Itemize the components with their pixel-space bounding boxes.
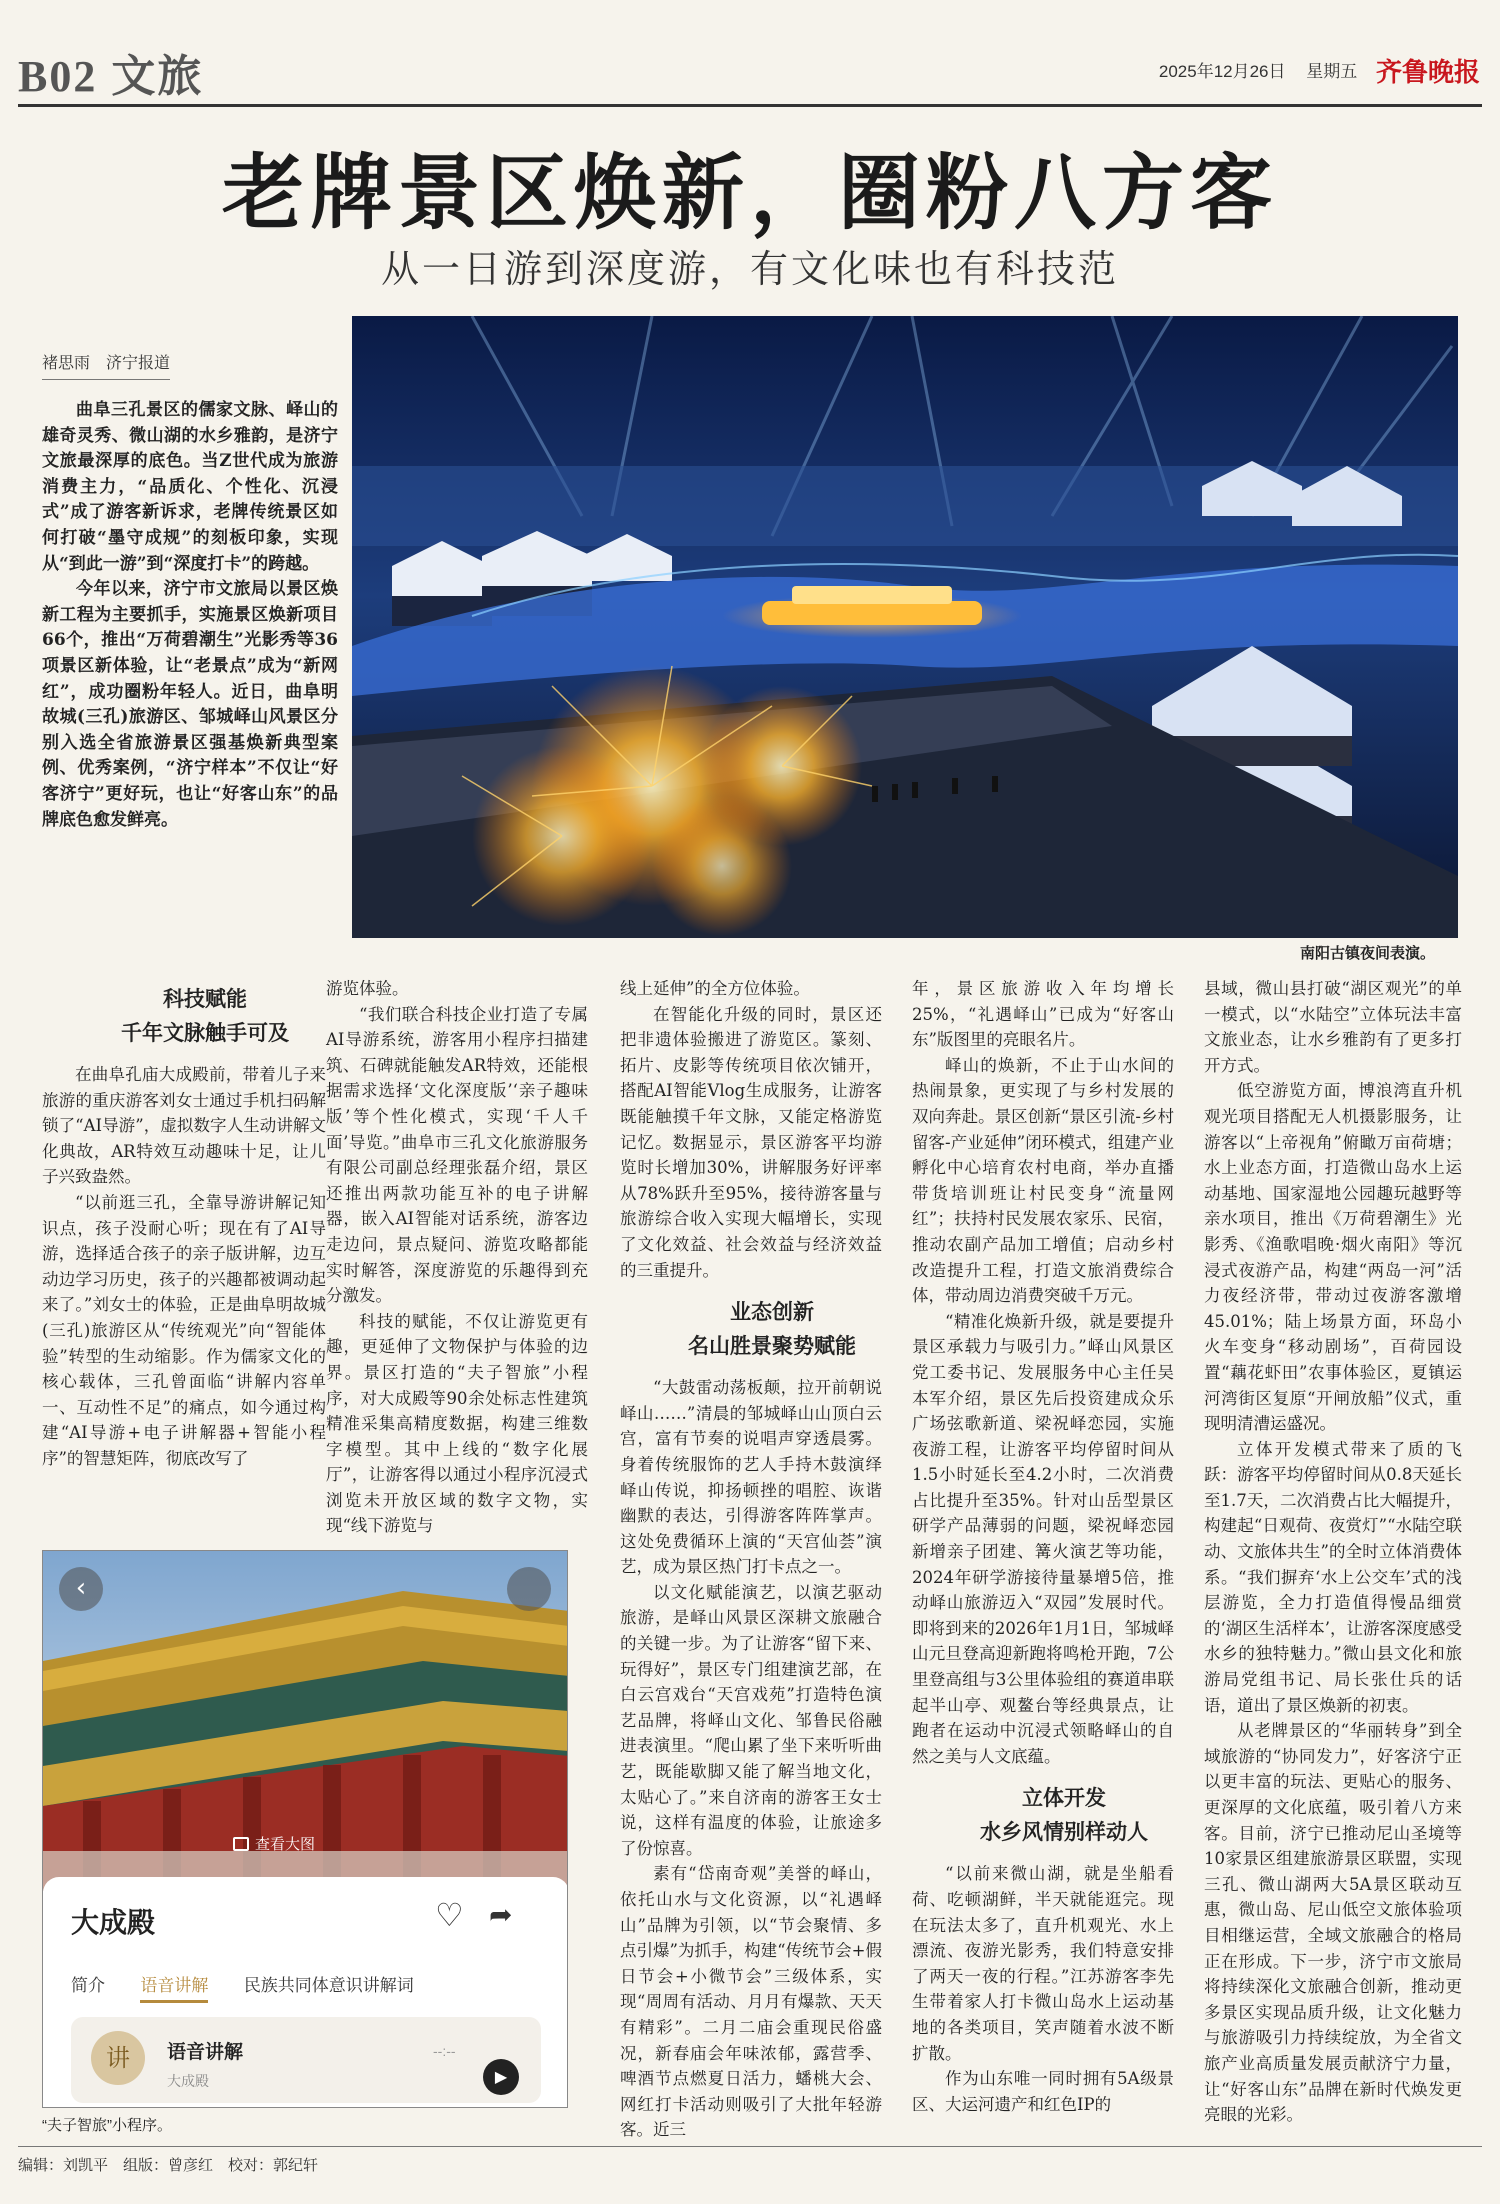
- column-3: [620, 976, 882, 2143]
- paragraph: 县域，微山县打破“湖区观光”的单一模式，以“水陆空”立体玩法丰富文旅业态，让水乡雅韵有了更多打开方式。: [1204, 979, 1462, 1075]
- night-festival-illustration: [352, 316, 1458, 938]
- issue-date: 2025年12月26日: [1158, 62, 1286, 81]
- section-subhead-2: 名山胜景聚势赋能: [688, 1334, 856, 1359]
- paragraph: 在曲阜孔庙大成殿前，带着儿子来旅游的重庆游客刘女士通过手机扫码解锁了“AI导游”，虚拟数字人生动讲解文化典故，AR特效互动趣味十足，让儿子兴致盎然。: [42, 1065, 326, 1187]
- column-2: [326, 976, 588, 1539]
- mini-program-screenshot: [42, 1550, 568, 2108]
- paragraph: 科技的赋能，不仅让游览更有趣，更延伸了文物保护与体验的边界。景区打造的“夫子智旅”小程序，对大成殿等90余处标志性建筑精准采集高精度数据，构建三维数字模型。其中上线的“数字化展厅”，让游客得以通过小程序沉浸式浏览未开放区域的数字文物，实现“线下游览与: [326, 1311, 588, 1536]
- section-subhead: 科技赋能: [163, 987, 247, 1011]
- tab-bar: [71, 1971, 444, 2003]
- paper-logo: 齐鲁晚报: [1375, 58, 1480, 88]
- audio-card-subtitle: 大成殿: [167, 2073, 209, 2089]
- heart-icon[interactable]: ♡: [435, 1896, 464, 1934]
- paragraph: 素有“岱南奇观”美誉的峄山，依托山水与文化资源，以“礼遇峄山”品牌为引领，以“节会聚情、多点引爆”为抓手，构建“传统节会+假日节会+小微节会”三级体系，实现“周周有活动、月月有爆款、天天有精彩”。二月二庙会重现民俗盛况，新春庙会年味浓郁，露营季、啤酒节点燃夏日活力，蟠桃大会、网红打卡活动则吸引了大批年轻游客。近三: [620, 1864, 882, 2140]
- paragraph: 年，景区旅游收入年均增长25%，“礼遇峄山”已成为“好客山东”版图里的亮眼名片。: [912, 979, 1174, 1050]
- headline: 老牌景区焕新，圈粉八方客: [221, 145, 1278, 241]
- play-button[interactable]: ▶: [483, 2059, 519, 2095]
- column-5: [1204, 976, 1462, 2128]
- paragraph: 线上延伸”的全方位体验。: [620, 979, 810, 998]
- paragraph: 从老牌景区的“华丽转身”到全域旅游的“协同发力”，好客济宁正以更丰富的玩法、更贴心的服务、更深厚的文化底蕴，吸引着八方来客。目前，济宁已推动尼山圣境等10家景区组建旅游景区联盟，实现三孔、微山湖两大5A景区联动互惠，微山岛、尼山低空文旅体验项目相继运营，全域文旅融合的格局正在形成。下一步，济宁市文旅局将持续深化文旅融合创新，推动更多景区实现品质升级，让文化魅力与旅游吸引力持续绽放，为全省文旅产业高质量发展贡献济宁力量，让“好客山东”品牌在新时代焕发更亮眼的光彩。: [1204, 1721, 1462, 2125]
- paragraph: 以文化赋能演艺，以演艺驱动旅游，是峄山风景区深耕文旅融合的关键一步。为了让游客“留下来、玩得好”，景区专门组建演艺部，在白云宫戏台“天宫戏苑”打造特色演艺品牌，将峄山文化、邹鲁民俗融进表演里。“爬山累了坐下来听听曲艺，既能歇脚又能了解当地文化，太贴心了。”来自济南的游客王女士说，这样有温度的体验，让旅途多了份惊喜。: [620, 1582, 882, 1858]
- audio-badge: 讲: [91, 2031, 145, 2085]
- options-button[interactable]: [507, 1567, 551, 1611]
- footer-credits: 编辑：刘凯平 组版：曾彦红 校对：郭纪轩: [18, 2157, 319, 2174]
- paragraph: “我们联合科技企业打造了专属AI导游系统，游客用小程序扫描建筑、石碑就能触发AR特效，还能根据需求选择‘文化深度版’‘亲子趣味版’等个性化模式，实现‘千人千面’导览。”曲阜市三孔文化旅游服务有限公司副总经理张磊介绍，景区还推出两款功能互补的电子讲解器，嵌入AI智能对话系统，游客边走边问，景点疑问、游览攻略都能实时解答，深度游览的乐趣得到充分激发。: [326, 1004, 588, 1306]
- issue-weekday: 星期五: [1306, 62, 1358, 81]
- paragraph: 在智能化升级的同时，景区还把非遗体验搬进了游览区。篆刻、拓片、皮影等传统项目依次铺开，搭配AI智能Vlog生成服务，让游客既能触摸千年文脉，又能定格游览记忆。数据显示，景区游客平均游览时长增加30%，讲解服务好评率从78%跃升至95%，接待游客量与旅游综合收入实现大幅增长，实现了文化效益、社会效益与经济效益的三重提升。: [620, 1004, 882, 1280]
- paragraph: “以前逛三孔，全靠导游讲解记知识点，孩子没耐心听；现在有了AI导游，选择适合孩子的亲子版讲解，边互动边学习历史，孩子的兴趣都被调动起来了。”刘女士的体验，正是曲阜明故城(三孔)旅游区从“传统观光”向“智能体验”转型的生动缩影。作为儒家文化的核心载体，三孔曾面临“讲解内容单一、互动性不足”的痛点，如今通过构建“AI导游+电子讲解器+智能小程序”的智慧矩阵，彻底改写了: [42, 1192, 326, 1468]
- paragraph: 低空游览方面，博浪湾直升机观光项目搭配无人机摄影服务，让游客以“上帝视角”俯瞰万亩荷塘；水上业态方面，打造微山岛水上运动基地、国家湿地公园趣玩越野等亲水项目，推出《万荷碧潮生》光影秀、《渔歌唱晚·烟火南阳》等沉浸式夜游产品，构建“两岛一河”活力夜经济带，带动过夜游客激增45.01%；陆上场景方面，环岛小火车变身“移动剧场”，百荷园设置“藕花虾田”农事体验区，夏镇运河湾街区复原“开闸放船”仪式，重现明清漕运盛况。: [1204, 1081, 1462, 1434]
- paragraph: 游览体验。: [326, 979, 409, 998]
- column-4: [912, 976, 1174, 2117]
- paragraph: 作为山东唯一同时拥有5A级景区、大运河遗产和红色IP的: [912, 2069, 1174, 2114]
- section-subhead: 立体开发: [1022, 1786, 1106, 1811]
- section-subhead-2: 千年文脉触手可及: [121, 1021, 289, 1045]
- intro-paragraph: 今年以来，济宁市文旅局以景区焕新工程为主要抓手，实施景区焕新项目66个，推出“万荷碧潮生”光影秀等36项景区新体验，让“老景点”成为“新网红”，成功圈粉年轻人。近日，曲阜明故城(三孔)旅游区、邹城峄山风景区分别入选全省旅游景区强基焕新典型案例、优秀案例，“济宁样本”不仅让“好客济宁”更好玩，也让“好客山东”的品牌底色愈发鲜亮。: [42, 579, 338, 830]
- header-rule: [18, 104, 1482, 107]
- image-icon: [233, 1837, 249, 1851]
- column-1: [42, 982, 326, 1472]
- share-icon[interactable]: ➦: [489, 1898, 513, 1931]
- paragraph: “以前来微山湖，就是坐船看荷、吃顿湖鲜，半天就能逛完。现在玩法太多了，直升机观光、水上漂流、夜游光影秀，我们特意安排了两天一夜的行程。”江苏游客李先生带着家人打卡微山岛水上运动基地的各类项目，笑声随着水波不断扩散。: [912, 1864, 1174, 2063]
- place-name: 大成殿: [71, 1906, 156, 1939]
- date-line: [1159, 52, 1480, 89]
- paragraph: 立体开发模式带来了质的飞跃：游客平均停留时间从0.8天延长至1.7天，二次消费占比大幅提升，构建起“日观荷、夜赏灯”“水陆空联动、文旅体共生”的全时立体消费体系。“我们摒弃‘水上公交车’式的浅层游览，全力打造值得慢品细赏的‘湖区生活样本’，让游客深度感受水乡的独特魅力。”微山县文化和旅游局党组书记、局长张仕兵的话语，道出了景区焕新的初衷。: [1204, 1439, 1462, 1715]
- paragraph: 峄山的焕新，不止于山水间的热闹景象，更实现了与乡村发展的双向奔赴。景区创新“景区引流-乡村留客-产业延伸”闭环模式，组建产业孵化中心培育农村电商，举办直播带货培训班让村民变身“流量网红”；扶持村民发展农家乐、民宿，推动农副产品加工增值；启动乡村改造提升工程，打造文旅消费综合体，带动周边消费突破千万元。: [912, 1055, 1174, 1306]
- intro-text: [42, 398, 338, 833]
- section-subhead-2: 水乡风情别样动人: [980, 1820, 1148, 1845]
- tab-community-guide[interactable]: 民族共同体意识讲解词: [243, 1976, 414, 1996]
- photo-caption: 南阳古镇夜间表演。: [1300, 945, 1436, 962]
- footer-rule: [18, 2146, 1482, 2147]
- back-button[interactable]: ‹: [59, 1567, 103, 1611]
- tab-intro[interactable]: 简介: [71, 1976, 105, 1996]
- subheadline: 从一日游到深度游，有文化味也有科技范: [380, 247, 1119, 291]
- audio-time: --:--: [433, 2043, 456, 2059]
- intro-paragraph: 曲阜三孔景区的儒家文脉、峄山的雄奇灵秀、微山湖的水乡雅韵，是济宁文旅最深厚的底色。当Z世代成为旅游消费主力，“品质化、个性化、沉浸式”成了游客新诉求，老牌传统景区如何打破“墨守成规”的刻板印象，实现从“到此一游”到“深度打卡”的跨越。: [42, 400, 338, 574]
- tab-audio-guide[interactable]: 语音讲解: [140, 1971, 208, 2003]
- audio-card-title: 语音讲解: [167, 2041, 244, 2063]
- phone-caption: “夫子智旅”小程序。: [42, 2117, 172, 2134]
- byline: 褚思雨 济宁报道: [42, 350, 170, 380]
- main-photo: [352, 316, 1458, 938]
- paragraph: “精准化焕新升级，就是要提升景区承载力与吸引力。”峄山风景区党工委书记、发展服务中心主任吴本军介绍，景区先后投资建成众乐广场弦歌新道、梁祝峄恋园，实施夜游工程，让游客平均停留时间从1.5小时延长至4.2小时，二次消费占比提升至35%。针对山岳型景区研学产品薄弱的问题，梁祝峄恋园新增亲子团建、篝火演艺等功能，2024年研学游接待量暴增5倍，推动峄山旅游迈入“双园”发展时代。即将到来的2026年1月1日，邹城峄山元旦登高迎新跑将鸣枪开跑，7公里登高组与3公里体验组的赛道串联起半山亭、观鳌台等经典景点，让跑者在运动中沉浸式领略峄山的自然之美与人文底蕴。: [912, 1311, 1174, 1766]
- section-name: 文旅: [111, 52, 204, 101]
- view-large-button[interactable]: 查看大图: [233, 1833, 315, 1854]
- paragraph: “大鼓雷动荡板颠，拉开前朝说峄山……”清晨的邹城峄山山顶白云宫，富有节奏的说唱声穿透晨雾。身着传统服饰的艺人手持木鼓演绎峄山传说，抑扬顿挫的唱腔、诙谐幽默的表达，引得游客阵阵掌声。这处免费循环上演的“天宫仙荟”演艺，成为景区热门打卡点之一。: [620, 1378, 882, 1577]
- section-subhead: 业态创新: [730, 1300, 814, 1325]
- page-code: B02 文旅: [18, 52, 204, 101]
